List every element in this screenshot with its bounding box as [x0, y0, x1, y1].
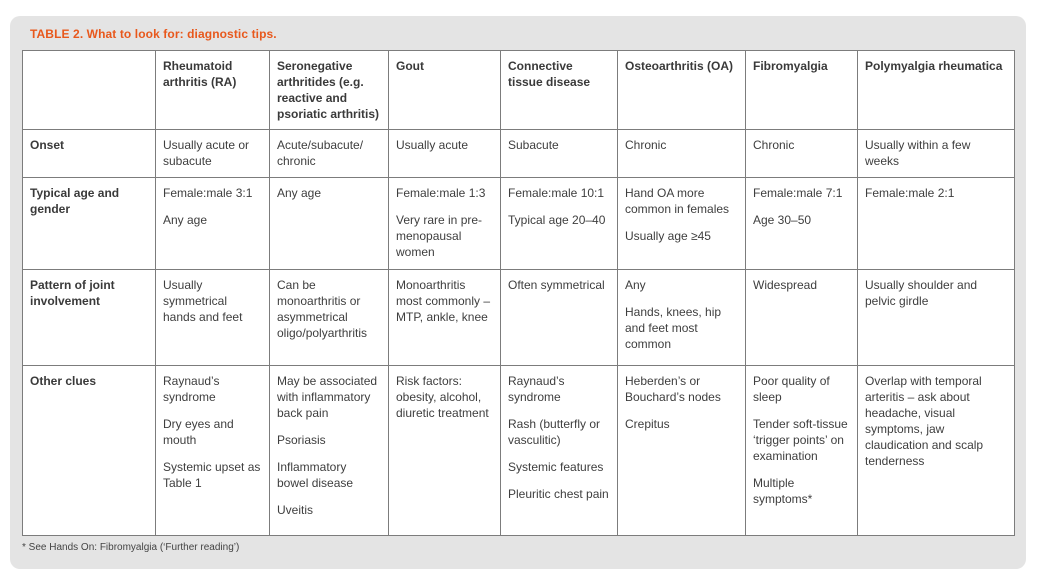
table-cell	[156, 178, 270, 270]
cell-text: Usually acute or subacute	[163, 138, 250, 168]
header-row	[23, 51, 1015, 130]
cell-text: Pleuritic chest pain	[508, 487, 609, 501]
diagnostic-tips-table	[22, 50, 1015, 536]
header-cell-empty	[23, 51, 156, 130]
header-cell-osteoarthritis: Osteoarthritis (OA)	[618, 51, 746, 130]
table-cell	[389, 130, 501, 178]
header-cell-gout: Gout	[389, 51, 501, 130]
cell-text: Any age	[277, 186, 322, 200]
cell-text: Rash (butterfly or vasculitic)	[508, 417, 601, 447]
cell-text: Hand OA more common in females	[625, 186, 730, 216]
table-cell	[858, 178, 1015, 270]
table-cell	[270, 366, 389, 536]
cell-text: Psoriasis	[277, 433, 326, 447]
cell-text: Risk factors: obesity, alcohol, diuretic treatment	[396, 374, 489, 420]
row-header: Other clues	[23, 366, 156, 536]
table-cell	[501, 130, 618, 178]
footnote: * See Hands On: Fibromyalgia (‘Further reading’)	[22, 542, 240, 553]
cell-text: Hands, knees, hip and feet most common	[625, 305, 722, 351]
table-cell	[270, 178, 389, 270]
cell-text: Often symmetrical	[508, 278, 605, 292]
row-header: Onset	[23, 130, 156, 178]
table-cell	[270, 270, 389, 366]
cell-text: Chronic	[753, 138, 795, 152]
cell-text: Poor quality of sleep	[753, 374, 830, 404]
table-title: TABLE 2. What to look for: diagnostic tips.	[30, 27, 277, 41]
cell-text: Monoarthritis most commonly – MTP, ankle, knee	[396, 278, 491, 324]
cell-text: Inflammatory bowel disease	[277, 460, 354, 490]
table-cell	[618, 366, 746, 536]
table-row	[23, 366, 1015, 536]
table-cell	[618, 130, 746, 178]
cell-text: Age 30–50	[753, 213, 812, 227]
table-row	[23, 130, 1015, 178]
cell-text: Chronic	[625, 138, 667, 152]
cell-text: Female:male 7:1	[753, 186, 843, 200]
cell-text: Usually acute	[396, 138, 469, 152]
cell-text: Systemic features	[508, 460, 604, 474]
cell-text: Can be monoarthritis or asymmetrical oligo/polyarthritis	[277, 278, 368, 340]
cell-text: Usually age ≥45	[625, 229, 711, 243]
header-cell-polymyalgia: Polymyalgia rheumatica	[858, 51, 1015, 130]
cell-text: Systemic upset as Table 1	[163, 460, 261, 490]
cell-text: Female:male 3:1	[163, 186, 253, 200]
table-cell	[389, 178, 501, 270]
cell-text: Usually within a few weeks	[865, 138, 971, 168]
cell-text: Very rare in pre-menopausal women	[396, 213, 483, 259]
table-cell	[389, 270, 501, 366]
cell-text: Multiple symptoms*	[753, 476, 813, 506]
table-cell	[746, 130, 858, 178]
row-header: Pattern of joint involvement	[23, 270, 156, 366]
header-cell-connective-tissue: Connective tissue disease	[501, 51, 618, 130]
cell-text: Typical age 20–40	[508, 213, 606, 227]
cell-text: Acute/subacute/ chronic	[277, 138, 364, 168]
cell-text: Tender soft-tissue ‘trigger points’ on examination	[753, 417, 848, 463]
cell-text: Any	[625, 278, 646, 292]
cell-text: Female:male 2:1	[865, 186, 955, 200]
cell-text: Female:male 10:1	[508, 186, 605, 200]
table-cell	[858, 366, 1015, 536]
cell-text: Usually symmetrical hands and feet	[163, 278, 243, 324]
cell-text: May be associated with inflammatory back pain	[277, 374, 378, 420]
table-cell	[501, 178, 618, 270]
cell-text: Overlap with temporal arteritis – ask about headache, visual symptoms, jaw claudication and scalp tenderness	[865, 374, 984, 468]
row-header: Typical age and gender	[23, 178, 156, 270]
table-cell	[156, 130, 270, 178]
table-cell	[270, 130, 389, 178]
table-cell	[618, 178, 746, 270]
table-cell	[618, 270, 746, 366]
table-cell	[156, 366, 270, 536]
table-row	[23, 178, 1015, 270]
table-cell	[858, 130, 1015, 178]
table-cell	[746, 366, 858, 536]
table-cell	[501, 270, 618, 366]
cell-text: Widespread	[753, 278, 818, 292]
header-cell-fibromyalgia: Fibromyalgia	[746, 51, 858, 130]
table-cell	[746, 178, 858, 270]
table-cell	[746, 270, 858, 366]
cell-text: Uveitis	[277, 503, 314, 517]
header-cell-ra: Rheumatoid arthritis (RA)	[156, 51, 270, 130]
table-cell	[389, 366, 501, 536]
header-cell-seronegative: Seronegative arthritides (e.g. reactive and psoriatic arthritis)	[270, 51, 389, 130]
cell-text: Raynaud’s syndrome	[508, 374, 565, 404]
table-cell	[156, 270, 270, 366]
cell-text: Usually shoulder and pelvic girdle	[865, 278, 978, 308]
cell-text: Any age	[163, 213, 208, 227]
table-row	[23, 270, 1015, 366]
cell-text: Crepitus	[625, 417, 670, 431]
cell-text: Subacute	[508, 138, 559, 152]
cell-text: Raynaud’s syndrome	[163, 374, 220, 404]
cell-text: Female:male 1:3	[396, 186, 486, 200]
table-cell	[858, 270, 1015, 366]
cell-text: Dry eyes and mouth	[163, 417, 234, 447]
cell-text: Heberden’s or Bouchard’s nodes	[625, 374, 721, 404]
table-cell	[501, 366, 618, 536]
